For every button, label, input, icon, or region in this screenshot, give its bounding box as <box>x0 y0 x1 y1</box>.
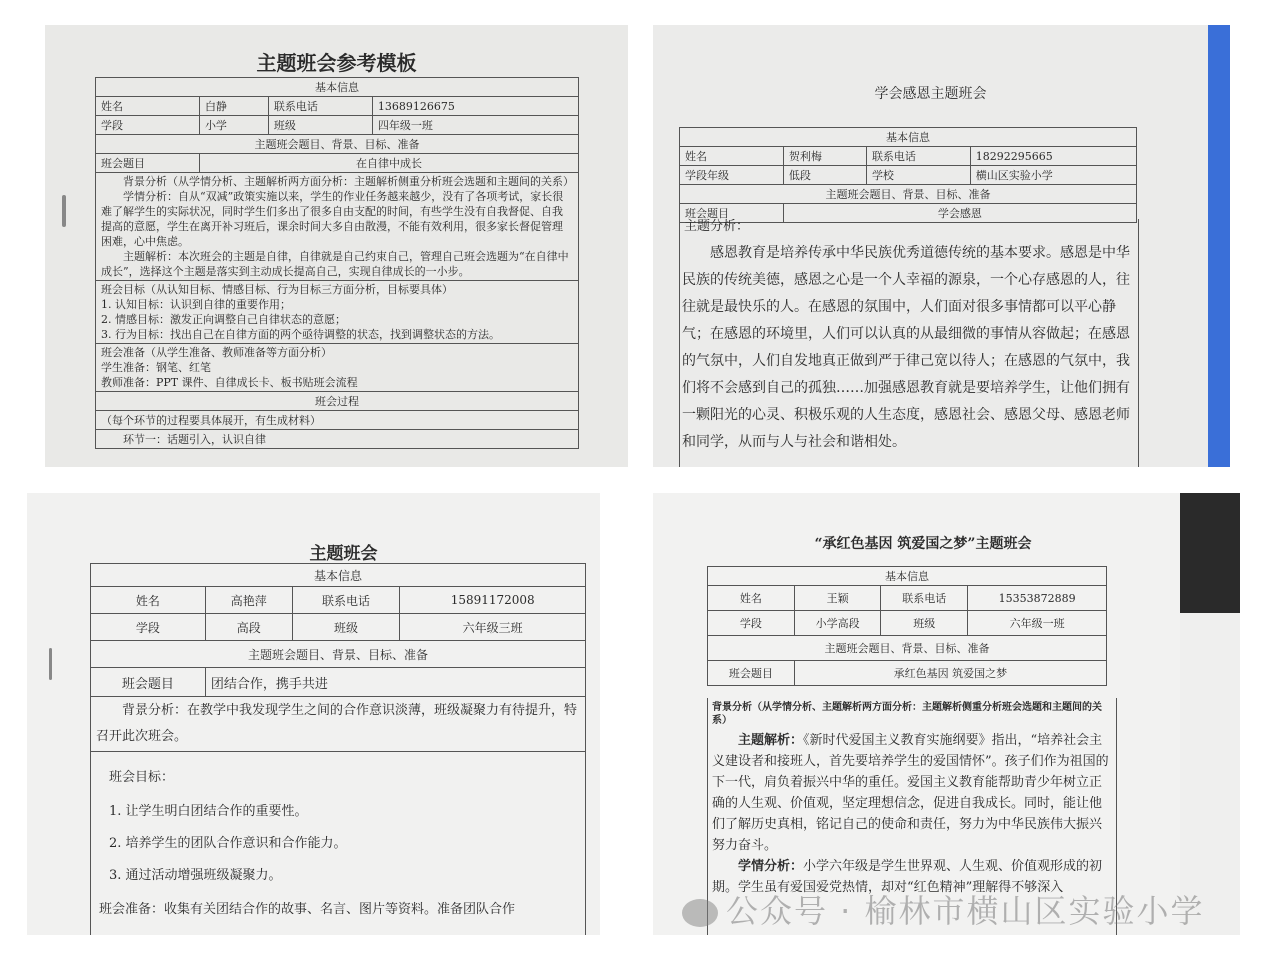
process-header: 班会过程 <box>96 392 579 411</box>
info-table <box>90 563 586 935</box>
phone-value: 13689126675 <box>372 97 578 116</box>
background-heading: 背景分析（从学情分析、主题解析两方面分析：主题解析侧重分析班会选题和主题间的关系） <box>123 175 574 188</box>
phone-value: 18292295665 <box>970 147 1136 166</box>
phone-label: 联系电话 <box>866 147 970 166</box>
theme-label: 主题解析： <box>738 733 804 748</box>
prep-student: 学生准备：钢笔、红笔 <box>101 361 211 374</box>
doc-title: 学会感恩主题班会 <box>874 86 987 102</box>
background-study: 学情分析：自从“双减”政策实施以来，学生的作业任务越来越少，没有了各项考试，家长很难了解学生的实际状况，同时学生们多出了很多自由支配的时间，有些学生没有自我督促、自我提高的意愿，学生在离开补习班后，课余时间大多自由散漫，不能有效利用，很多家长督促管理困难，心中焦虑。 <box>101 190 564 248</box>
background-theme: 主题解析：本次班会的主题是自律，自律就是自己约束自己，管理自己班会选题为“在自律中成长”，选择这个主题是落实到主动成长提高自己，实现自律成长的一小步。 <box>101 250 569 278</box>
class-label: 班级 <box>881 611 968 636</box>
goals-heading: 班会目标（从认知目标、情感目标、行为目标三方面分析，目标要具体） <box>101 283 453 296</box>
binder-clip <box>49 648 52 680</box>
topic-value: 在自律中成长 <box>199 154 578 173</box>
study-text: 小学六年级是学生世界观、人生观、价值观形成的初期。学生虽有爱国爱党热情，却对“红色精神”理解得不够深入 <box>712 859 1103 895</box>
info-table <box>707 566 1107 686</box>
goal-item: 2. 情感目标：激发正向调整自己自律状态的意愿； <box>101 313 346 326</box>
process-note: （每个环节的过程要具体展开，有生成材料） <box>96 411 579 430</box>
watermark-text: 公众号 · 榆林市横山区实验小学 <box>726 892 1205 930</box>
phone-label: 联系电话 <box>268 97 372 116</box>
phone-value: 15353872889 <box>968 586 1107 611</box>
basic-info-header: 基本信息 <box>91 564 586 587</box>
goal-item: 1. 认知目标：认识到自律的重要作用； <box>101 298 291 311</box>
binder-clip <box>62 195 66 227</box>
name-label: 姓名 <box>96 97 200 116</box>
basic-info-header: 基本信息 <box>680 128 1137 147</box>
phone-label: 联系电话 <box>292 587 400 614</box>
background-cell <box>96 173 579 281</box>
analysis-body: 感恩教育是培养传承中华民族优秀道德传统的基本要求。感恩是中华民族的传统美德，感恩之心是一个人幸福的源泉，一个心存感恩的人，往往就是最快乐的人。在感恩的氛围中，人们面对很多事情都可以平心静气；在感恩的环境里，人们可以认真的从最细微的事情从容做起；在感恩的气氛中，人们自发地真正做到严于律己宽以待人；在感恩的气氛中，我们将不会感到自己的孤独……加强感恩教育就是要培养学生，让他们拥有一颗阳光的心灵、积极乐观的人生态度，感恩社会、感恩父母、感恩老师和同学，从而与人与社会和谐相处。 <box>682 245 1130 450</box>
class-value: 六年级一班 <box>968 611 1107 636</box>
stage-label: 学段 <box>96 116 200 135</box>
topic-value: 团结合作，携手共进 <box>205 668 585 697</box>
phone-label: 联系电话 <box>881 586 968 611</box>
prep-heading: 班会准备（从学生准备、教师准备等方面分析） <box>101 346 332 359</box>
stage-label: 学段 <box>708 611 795 636</box>
name-label: 姓名 <box>680 147 784 166</box>
background-cell <box>91 697 586 752</box>
name-label: 姓名 <box>708 586 795 611</box>
section-header: 主题班会题目、背景、目标、准备 <box>680 185 1137 204</box>
name-value: 高艳萍 <box>205 587 292 614</box>
background-text: 背景分析：在教学中我发现学生之间的合作意识淡薄，班级凝聚力有待提升，特召开此次班会。 <box>96 703 578 744</box>
prep-text: 班会准备：收集有关团结合作的故事、名言、图片等资料。准备团队合作 <box>99 902 516 917</box>
goals-heading: 班会目标： <box>109 770 175 785</box>
background-heading: 背景分析（从学情分析、主题解析两方面分析：主题解析侧重分析班会选题和主题间的关系） <box>712 702 1102 726</box>
goal-item: 1. 让学生明白团结合作的重要性。 <box>109 804 308 819</box>
stage-value: 小学 <box>199 116 268 135</box>
topic-value: 学会感恩 <box>783 204 1136 223</box>
topic-label: 班会题目 <box>91 668 206 697</box>
goals-cell <box>91 752 586 936</box>
goal-item: 3. 通过活动增强班级凝聚力。 <box>109 868 282 883</box>
blue-edge <box>1208 25 1230 467</box>
topic-label: 班会题目 <box>96 154 200 173</box>
analysis-label: 主题分析： <box>684 219 750 234</box>
class-label: 班级 <box>292 614 400 641</box>
stage-label: 学段 <box>91 614 206 641</box>
name-value: 王颖 <box>794 586 881 611</box>
study-label: 学情分析： <box>738 859 804 874</box>
analysis-block <box>679 219 1139 467</box>
info-table <box>95 77 579 449</box>
goal-item: 3. 行为目标：找出自己在自律方面的两个亟待调整的状态，找到调整状态的方法。 <box>101 328 500 341</box>
name-value: 白静 <box>199 97 268 116</box>
process-step: 环节一：话题引入，认识自律 <box>96 430 579 449</box>
dark-corner <box>1170 493 1240 613</box>
watermark <box>682 892 1205 930</box>
photo-panel-2 <box>653 25 1230 467</box>
name-label: 姓名 <box>91 587 206 614</box>
basic-info-header: 基本信息 <box>96 78 579 97</box>
photo-panel-3 <box>27 493 600 935</box>
stage-label: 学段年级 <box>680 166 784 185</box>
basic-info-header: 基本信息 <box>708 567 1107 586</box>
stage-value: 低段 <box>783 166 866 185</box>
prep-teacher: 教师准备：PPT 课件、自律成长卡、板书贴班会流程 <box>101 376 358 389</box>
doc-title: 主题班会 <box>309 544 378 564</box>
wechat-icon <box>682 899 718 927</box>
topic-label: 班会题目 <box>708 661 795 686</box>
photo-panel-4 <box>653 493 1240 935</box>
class-value: 六年级三班 <box>400 614 586 641</box>
topic-label: 班会题目 <box>680 204 784 223</box>
phone-value: 15891172008 <box>400 587 586 614</box>
doc-title: 主题班会参考模板 <box>256 51 417 75</box>
theme-paragraph <box>712 730 1112 856</box>
photo-panel-1 <box>45 25 628 467</box>
prep-cell <box>96 344 579 392</box>
section-header: 主题班会题目、背景、目标、准备 <box>91 641 586 668</box>
school-label: 学校 <box>866 166 970 185</box>
goals-cell <box>96 281 579 344</box>
topic-value: 承红色基因 筑爱国之梦 <box>794 661 1106 686</box>
section-header: 主题班会题目、背景、目标、准备 <box>708 636 1107 661</box>
stage-value: 高段 <box>205 614 292 641</box>
theme-text: 《新时代爱国主义教育实施纲要》指出，“培养社会主义建设者和接班人，首先要培养学生的爱国情怀”。孩子们作为祖国的下一代，肩负着振兴中华的重任。爱国主义教育能帮助青少年树立正确的人生观、价值观，坚定理想信念，促进自我成长。同时，能让他们了解历史真相，铭记自己的使命和责任，努力为中华民族伟大振兴努力奋斗。 <box>712 733 1109 853</box>
class-label: 班级 <box>268 116 372 135</box>
info-table <box>679 127 1137 223</box>
goal-item: 2. 培养学生的团队合作意识和合作能力。 <box>109 836 347 851</box>
class-value: 四年级一班 <box>372 116 578 135</box>
school-value: 横山区实验小学 <box>970 166 1136 185</box>
doc-title: “承红色基因 筑爱国之梦”主题班会 <box>814 536 1032 552</box>
section-header: 主题班会题目、背景、目标、准备 <box>96 135 579 154</box>
stage-value: 小学高段 <box>794 611 881 636</box>
name-value: 贺利梅 <box>783 147 866 166</box>
